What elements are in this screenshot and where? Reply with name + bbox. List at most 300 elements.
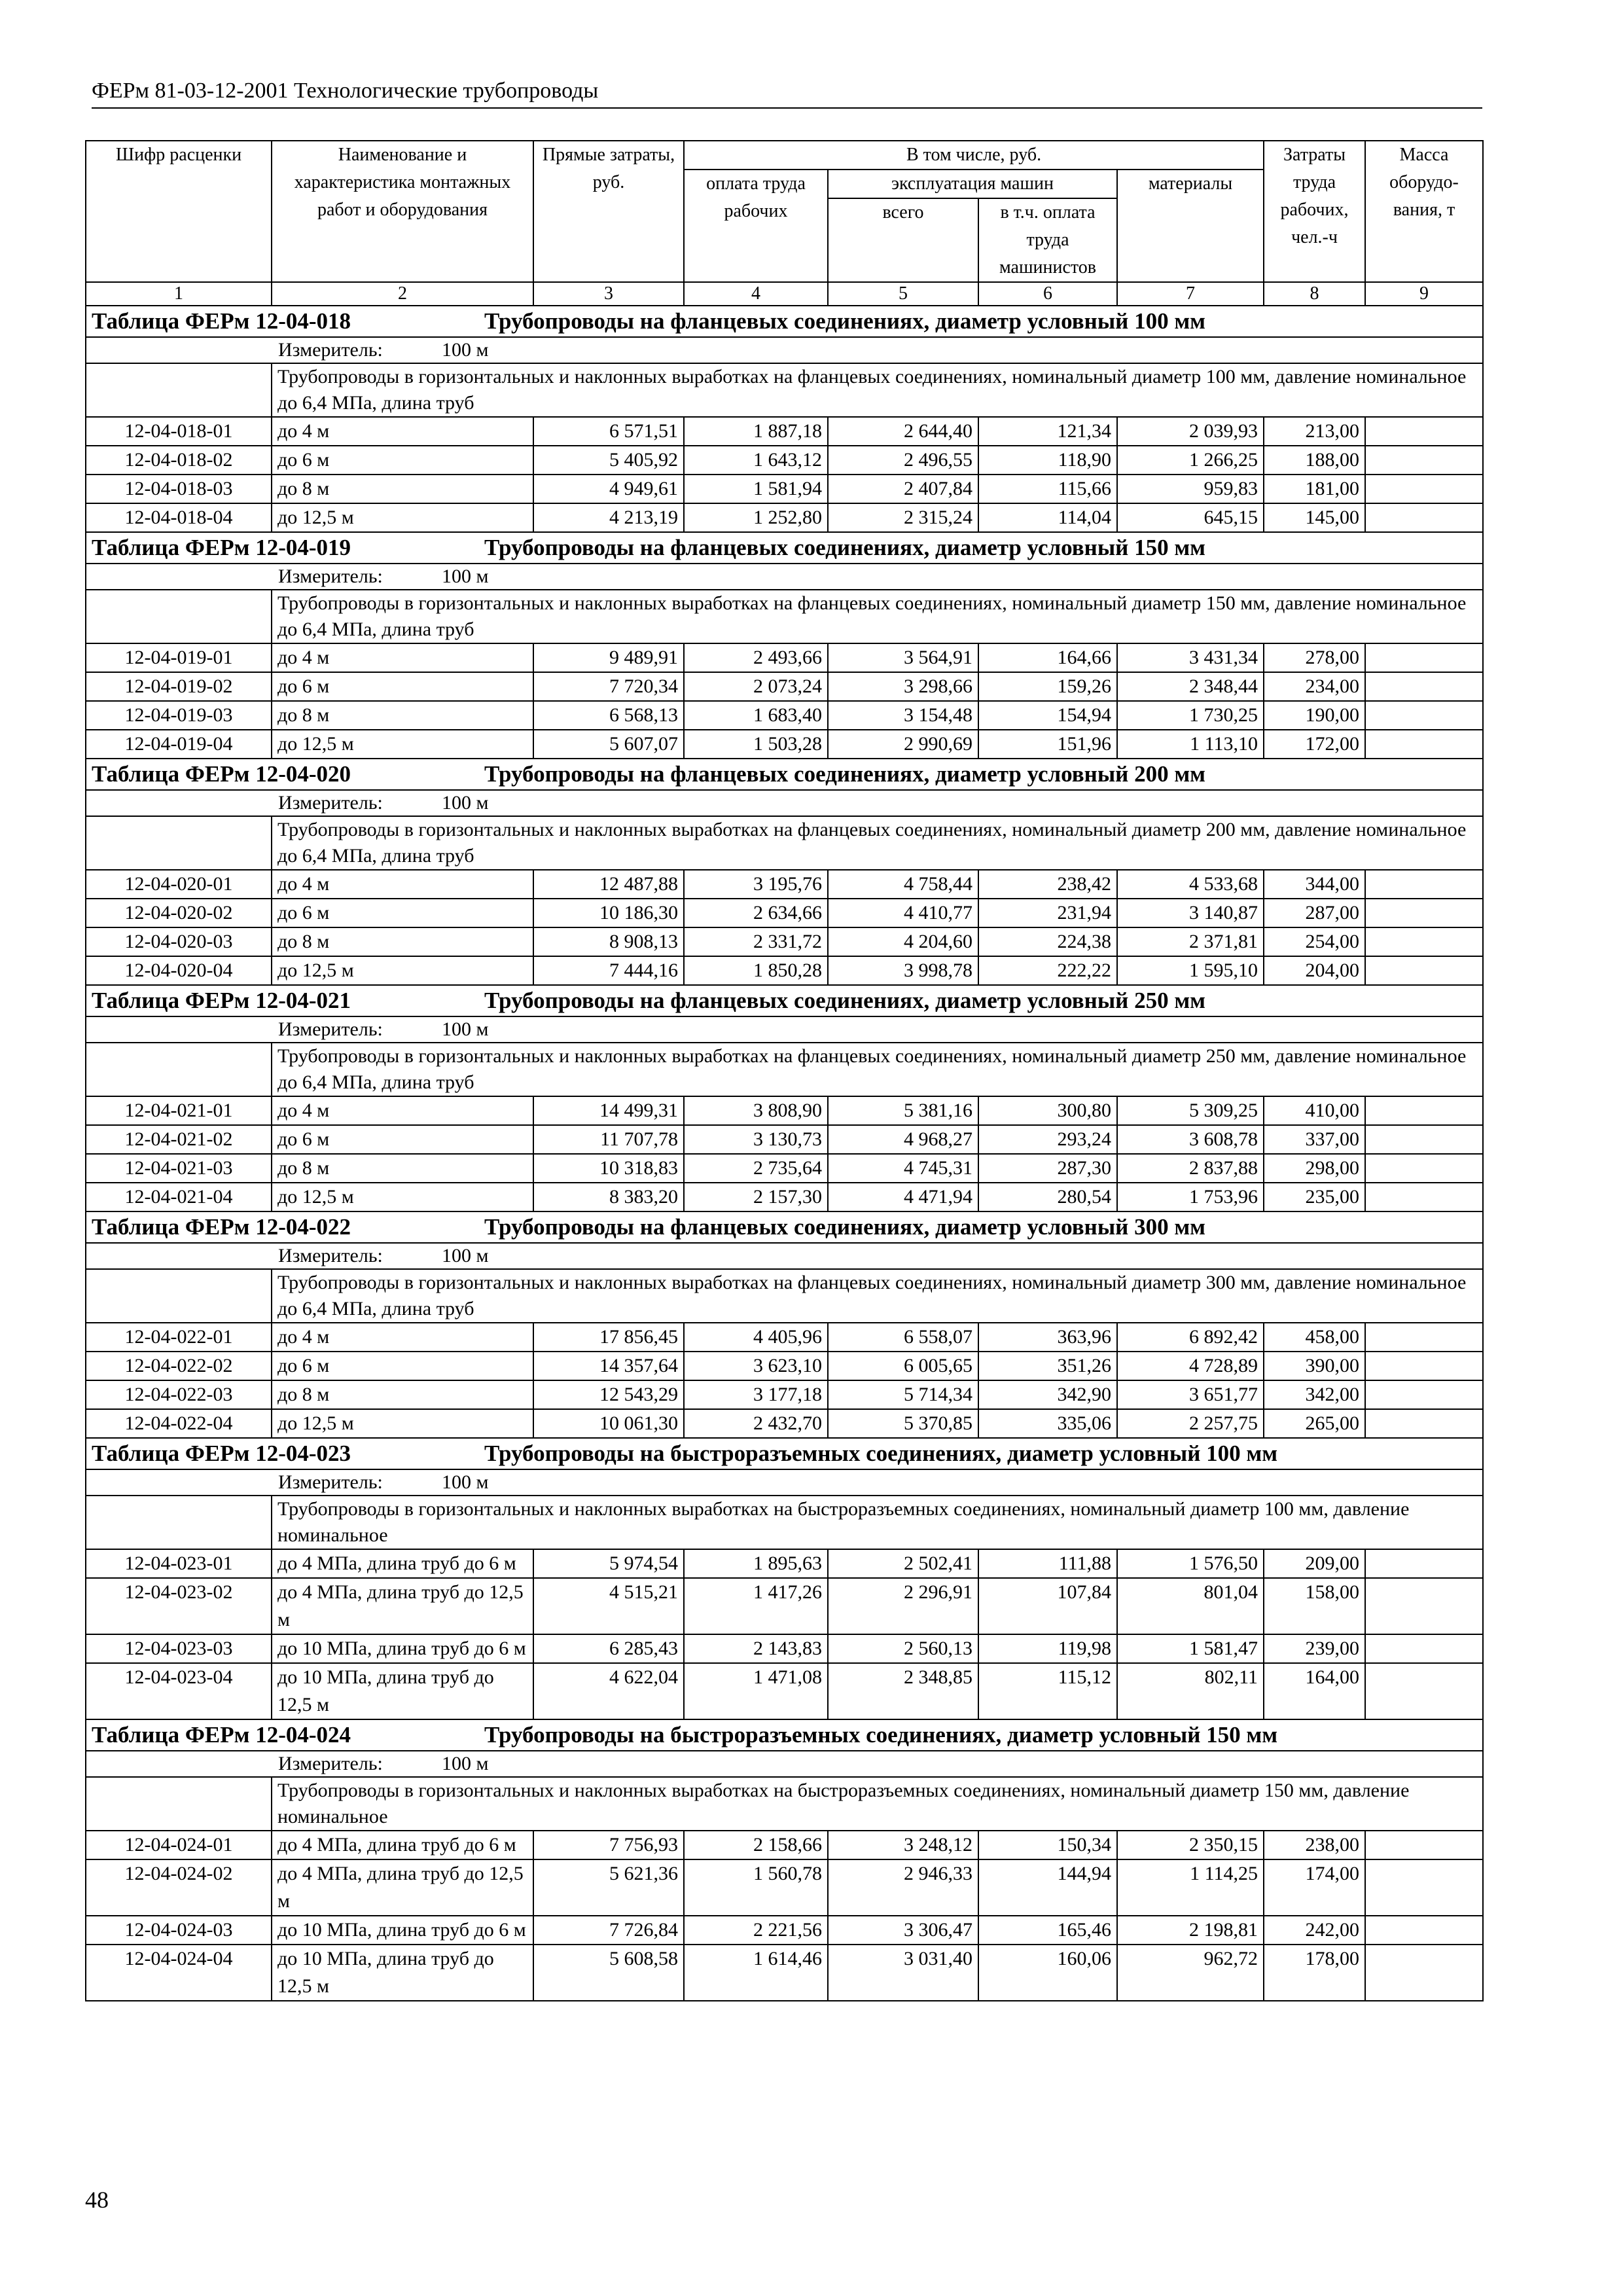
work-name-cell: до 6 м <box>272 1125 533 1154</box>
labor-cost-cell: 188,00 <box>1264 446 1365 475</box>
header-machinists-pay: в т.ч. оплата труда машинистов <box>978 198 1117 282</box>
direct-cost-cell: 10 186,30 <box>533 899 684 927</box>
machinists-pay-cell: 164,66 <box>978 643 1117 672</box>
section-description: Трубопроводы в горизонтальных и наклонных выработках на быстроразъемных соединениях, номинальный диаметр 100 мм, давление номинальное <box>272 1496 1483 1549</box>
column-number: 9 <box>1365 282 1483 306</box>
section-title-row <box>86 1438 1483 1469</box>
machinists-pay-cell: 351,26 <box>978 1352 1117 1380</box>
machinists-pay-cell: 280,54 <box>978 1183 1117 1211</box>
labor-cost-cell: 209,00 <box>1264 1549 1365 1578</box>
section-heading <box>86 1438 1483 1469</box>
machinists-pay-cell: 160,06 <box>978 1945 1117 2001</box>
machines-cell: 2 315,24 <box>828 503 978 532</box>
direct-cost-cell: 4 949,61 <box>533 475 684 503</box>
measurer-label: Измеритель: <box>278 1471 383 1493</box>
work-name-cell: до 12,5 м <box>272 730 533 759</box>
machines-cell: 3 248,12 <box>828 1831 978 1859</box>
labor-cost-cell: 213,00 <box>1264 417 1365 446</box>
labor-cost-cell: 298,00 <box>1264 1154 1365 1183</box>
materials-cell: 1 113,10 <box>1117 730 1264 759</box>
section-title-row <box>86 759 1483 790</box>
table-row <box>86 1409 1483 1438</box>
section-title: Трубопроводы на фланцевых соединениях, диаметр условный 100 мм <box>484 308 1206 334</box>
machinists-pay-cell: 293,24 <box>978 1125 1117 1154</box>
section-title-row <box>86 306 1483 337</box>
labor-pay-cell: 2 432,70 <box>684 1409 828 1438</box>
work-name-cell: до 4 м <box>272 1323 533 1352</box>
machinists-pay-cell: 300,80 <box>978 1096 1117 1125</box>
mass-cell <box>1365 503 1483 532</box>
section-title-row <box>86 1211 1483 1243</box>
measurer-cell <box>86 564 1483 590</box>
materials-cell: 645,15 <box>1117 503 1264 532</box>
direct-cost-cell: 14 499,31 <box>533 1096 684 1125</box>
table-row <box>86 1125 1483 1154</box>
mass-cell <box>1365 1831 1483 1859</box>
measurer-label: Измеритель: <box>278 1245 383 1266</box>
direct-cost-cell: 4 213,19 <box>533 503 684 532</box>
rate-code-cell: 12-04-021-04 <box>86 1183 272 1211</box>
measurer-cell <box>86 1243 1483 1269</box>
materials-cell: 1 576,50 <box>1117 1549 1264 1578</box>
measurer-cell <box>86 1751 1483 1777</box>
labor-cost-cell: 235,00 <box>1264 1183 1365 1211</box>
table-row <box>86 1663 1483 1719</box>
materials-cell: 959,83 <box>1117 475 1264 503</box>
rate-code-cell: 12-04-020-03 <box>86 927 272 956</box>
section-table-id: Таблица ФЕРм 12-04-023 <box>92 1441 351 1466</box>
machinists-pay-cell: 287,30 <box>978 1154 1117 1183</box>
direct-cost-cell: 4 622,04 <box>533 1663 684 1719</box>
work-name-cell: до 6 м <box>272 899 533 927</box>
machinists-pay-cell: 151,96 <box>978 730 1117 759</box>
measurer-cell <box>86 337 1483 363</box>
labor-cost-cell: 190,00 <box>1264 701 1365 730</box>
labor-cost-cell: 390,00 <box>1264 1352 1365 1380</box>
labor-pay-cell: 1 252,80 <box>684 503 828 532</box>
mass-cell <box>1365 446 1483 475</box>
direct-cost-cell: 12 487,88 <box>533 870 684 899</box>
machines-cell: 4 410,77 <box>828 899 978 927</box>
machinists-pay-cell: 144,94 <box>978 1859 1117 1916</box>
mass-cell <box>1365 1380 1483 1409</box>
materials-cell: 2 198,81 <box>1117 1916 1264 1945</box>
work-name-cell: до 10 МПа, длина труб до 12,5 м <box>272 1945 533 2001</box>
rate-code-cell: 12-04-020-04 <box>86 956 272 985</box>
materials-cell: 6 892,42 <box>1117 1323 1264 1352</box>
materials-cell: 2 350,15 <box>1117 1831 1264 1859</box>
machinists-pay-cell: 224,38 <box>978 927 1117 956</box>
labor-pay-cell: 1 614,46 <box>684 1945 828 2001</box>
measurer-row <box>86 1469 1483 1496</box>
measurer-label: Измеритель: <box>278 565 383 587</box>
machines-cell: 3 564,91 <box>828 643 978 672</box>
direct-cost-cell: 8 908,13 <box>533 927 684 956</box>
rate-code-cell: 12-04-022-03 <box>86 1380 272 1409</box>
machinists-pay-cell: 335,06 <box>978 1409 1117 1438</box>
mass-cell <box>1365 1096 1483 1125</box>
table-row <box>86 1380 1483 1409</box>
rate-code-cell: 12-04-020-01 <box>86 870 272 899</box>
labor-cost-cell: 239,00 <box>1264 1634 1365 1663</box>
rate-code-cell: 12-04-022-02 <box>86 1352 272 1380</box>
measurer-row <box>86 337 1483 363</box>
measurer-value: 100 м <box>442 339 489 361</box>
empty-cell <box>86 590 272 643</box>
labor-cost-cell: 278,00 <box>1264 643 1365 672</box>
direct-cost-cell: 7 726,84 <box>533 1916 684 1945</box>
direct-cost-cell: 6 571,51 <box>533 417 684 446</box>
direct-cost-cell: 5 405,92 <box>533 446 684 475</box>
header-materials: материалы <box>1117 170 1264 282</box>
table-row <box>86 870 1483 899</box>
table-row <box>86 643 1483 672</box>
machines-cell: 3 298,66 <box>828 672 978 701</box>
work-name-cell: до 4 м <box>272 870 533 899</box>
labor-pay-cell: 1 887,18 <box>684 417 828 446</box>
empty-cell <box>86 816 272 870</box>
machines-cell: 2 496,55 <box>828 446 978 475</box>
mass-cell <box>1365 475 1483 503</box>
work-name-cell: до 12,5 м <box>272 956 533 985</box>
labor-cost-cell: 164,00 <box>1264 1663 1365 1719</box>
header-code: Шифр расценки <box>86 141 272 282</box>
mass-cell <box>1365 1352 1483 1380</box>
machines-cell: 2 502,41 <box>828 1549 978 1578</box>
materials-cell: 5 309,25 <box>1117 1096 1264 1125</box>
direct-cost-cell: 5 974,54 <box>533 1549 684 1578</box>
materials-cell: 2 837,88 <box>1117 1154 1264 1183</box>
labor-cost-cell: 265,00 <box>1264 1409 1365 1438</box>
page-number: 48 <box>85 2187 109 2213</box>
table-row <box>86 1154 1483 1183</box>
machines-cell: 5 370,85 <box>828 1409 978 1438</box>
table-row <box>86 701 1483 730</box>
machinists-pay-cell: 107,84 <box>978 1578 1117 1634</box>
machines-cell: 2 990,69 <box>828 730 978 759</box>
labor-pay-cell: 3 177,18 <box>684 1380 828 1409</box>
rate-code-cell: 12-04-022-04 <box>86 1409 272 1438</box>
labor-pay-cell: 1 643,12 <box>684 446 828 475</box>
mass-cell <box>1365 899 1483 927</box>
machinists-pay-cell: 154,94 <box>978 701 1117 730</box>
table-row <box>86 1096 1483 1125</box>
mass-cell <box>1365 1549 1483 1578</box>
mass-cell <box>1365 1323 1483 1352</box>
measurer-cell <box>86 790 1483 816</box>
table-row <box>86 1916 1483 1945</box>
work-name-cell: до 12,5 м <box>272 1183 533 1211</box>
column-number: 6 <box>978 282 1117 306</box>
column-number-row <box>86 282 1483 306</box>
materials-cell: 3 608,78 <box>1117 1125 1264 1154</box>
direct-cost-cell: 6 285,43 <box>533 1634 684 1663</box>
rate-code-cell: 12-04-018-01 <box>86 417 272 446</box>
measurer-row <box>86 1016 1483 1043</box>
mass-cell <box>1365 1859 1483 1916</box>
rate-code-cell: 12-04-019-02 <box>86 672 272 701</box>
measurer-label: Измеритель: <box>278 1018 383 1040</box>
section-table-id: Таблица ФЕРм 12-04-019 <box>92 535 351 560</box>
table-row <box>86 899 1483 927</box>
machines-cell: 4 758,44 <box>828 870 978 899</box>
mass-cell <box>1365 672 1483 701</box>
labor-cost-cell: 234,00 <box>1264 672 1365 701</box>
direct-cost-cell: 7 756,93 <box>533 1831 684 1859</box>
machines-cell: 3 031,40 <box>828 1945 978 2001</box>
direct-cost-cell: 6 568,13 <box>533 701 684 730</box>
labor-pay-cell: 2 634,66 <box>684 899 828 927</box>
direct-cost-cell: 7 720,34 <box>533 672 684 701</box>
labor-cost-cell: 337,00 <box>1264 1125 1365 1154</box>
labor-cost-cell: 172,00 <box>1264 730 1365 759</box>
materials-cell: 4 728,89 <box>1117 1352 1264 1380</box>
rates-table <box>85 140 1484 2001</box>
rate-code-cell: 12-04-019-01 <box>86 643 272 672</box>
measurer-value: 100 м <box>442 1753 489 1774</box>
materials-cell: 1 753,96 <box>1117 1183 1264 1211</box>
work-name-cell: до 8 м <box>272 1380 533 1409</box>
direct-cost-cell: 14 357,64 <box>533 1352 684 1380</box>
mass-cell <box>1365 1916 1483 1945</box>
mass-cell <box>1365 1154 1483 1183</box>
measurer-value: 100 м <box>442 1018 489 1040</box>
machines-cell: 5 714,34 <box>828 1380 978 1409</box>
labor-pay-cell: 2 493,66 <box>684 643 828 672</box>
work-name-cell: до 4 м <box>272 643 533 672</box>
labor-pay-cell: 1 850,28 <box>684 956 828 985</box>
section-description: Трубопроводы в горизонтальных и наклонных выработках на фланцевых соединениях, номинальный диаметр 100 мм, давление номинальное до 6,4 МПа, длина труб <box>272 363 1483 417</box>
machines-cell: 4 204,60 <box>828 927 978 956</box>
rate-code-cell: 12-04-023-02 <box>86 1578 272 1634</box>
labor-pay-cell: 2 158,66 <box>684 1831 828 1859</box>
labor-cost-cell: 287,00 <box>1264 899 1365 927</box>
rate-code-cell: 12-04-024-03 <box>86 1916 272 1945</box>
column-number: 7 <box>1117 282 1264 306</box>
labor-cost-cell: 158,00 <box>1264 1578 1365 1634</box>
section-title: Трубопроводы на фланцевых соединениях, диаметр условный 150 мм <box>484 535 1206 560</box>
work-name-cell: до 8 м <box>272 475 533 503</box>
section-description: Трубопроводы в горизонтальных и наклонных выработках на фланцевых соединениях, номинальный диаметр 150 мм, давление номинальное до 6,4 МПа, длина труб <box>272 590 1483 643</box>
machinists-pay-cell: 115,12 <box>978 1663 1117 1719</box>
labor-pay-cell: 1 503,28 <box>684 730 828 759</box>
machinists-pay-cell: 118,90 <box>978 446 1117 475</box>
table-row <box>86 927 1483 956</box>
machines-cell: 2 348,85 <box>828 1663 978 1719</box>
empty-cell <box>86 1777 272 1831</box>
work-name-cell: до 6 м <box>272 672 533 701</box>
machinists-pay-cell: 222,22 <box>978 956 1117 985</box>
materials-cell: 802,11 <box>1117 1663 1264 1719</box>
rate-code-cell: 12-04-024-02 <box>86 1859 272 1916</box>
measurer-label: Измеритель: <box>278 1753 383 1774</box>
table-row <box>86 417 1483 446</box>
labor-pay-cell: 3 623,10 <box>684 1352 828 1380</box>
machines-cell: 4 471,94 <box>828 1183 978 1211</box>
materials-cell: 2 257,75 <box>1117 1409 1264 1438</box>
work-name-cell: до 10 МПа, длина труб до 6 м <box>272 1916 533 1945</box>
mass-cell <box>1365 1634 1483 1663</box>
description-row <box>86 1496 1483 1549</box>
measurer-label: Измеритель: <box>278 792 383 814</box>
machinists-pay-cell: 111,88 <box>978 1549 1117 1578</box>
measurer-row <box>86 1243 1483 1269</box>
section-title: Трубопроводы на быстроразъемных соединениях, диаметр условный 150 мм <box>484 1722 1278 1748</box>
direct-cost-cell: 5 608,58 <box>533 1945 684 2001</box>
empty-cell <box>86 1269 272 1323</box>
labor-pay-cell: 2 331,72 <box>684 927 828 956</box>
mass-cell <box>1365 927 1483 956</box>
work-name-cell: до 4 МПа, длина труб до 12,5 м <box>272 1859 533 1916</box>
machines-cell: 3 998,78 <box>828 956 978 985</box>
header-direct: Прямые затраты, руб. <box>533 141 684 282</box>
machines-cell: 6 558,07 <box>828 1323 978 1352</box>
machinists-pay-cell: 165,46 <box>978 1916 1117 1945</box>
work-name-cell: до 6 м <box>272 1352 533 1380</box>
mass-cell <box>1365 1663 1483 1719</box>
work-name-cell: до 4 м <box>272 417 533 446</box>
section-description: Трубопроводы в горизонтальных и наклонных выработках на фланцевых соединениях, номинальный диаметр 200 мм, давление номинальное до 6,4 МПа, длина труб <box>272 816 1483 870</box>
machinists-pay-cell: 114,04 <box>978 503 1117 532</box>
description-row <box>86 816 1483 870</box>
labor-cost-cell: 145,00 <box>1264 503 1365 532</box>
machines-cell: 2 644,40 <box>828 417 978 446</box>
work-name-cell: до 4 м <box>272 1096 533 1125</box>
materials-cell: 1 581,47 <box>1117 1634 1264 1663</box>
labor-cost-cell: 410,00 <box>1264 1096 1365 1125</box>
table-row <box>86 446 1483 475</box>
machinists-pay-cell: 231,94 <box>978 899 1117 927</box>
table-row <box>86 956 1483 985</box>
section-description: Трубопроводы в горизонтальных и наклонных выработках на быстроразъемных соединениях, номинальный диаметр 150 мм, давление номинальное <box>272 1777 1483 1831</box>
measurer-label: Измеритель: <box>278 339 383 361</box>
description-row <box>86 590 1483 643</box>
materials-cell: 962,72 <box>1117 1945 1264 2001</box>
rate-code-cell: 12-04-021-03 <box>86 1154 272 1183</box>
labor-pay-cell: 1 560,78 <box>684 1859 828 1916</box>
mass-cell <box>1365 1409 1483 1438</box>
table-row <box>86 1352 1483 1380</box>
machines-cell: 2 560,13 <box>828 1634 978 1663</box>
section-title: Трубопроводы на фланцевых соединениях, диаметр условный 300 мм <box>484 1214 1206 1240</box>
header-machines-group: эксплуатация машин <box>828 170 1117 198</box>
materials-cell: 2 348,44 <box>1117 672 1264 701</box>
section-description: Трубопроводы в горизонтальных и наклонных выработках на фланцевых соединениях, номинальный диаметр 300 мм, давление номинальное до 6,4 МПа, длина труб <box>272 1269 1483 1323</box>
machines-cell: 4 745,31 <box>828 1154 978 1183</box>
section-title: Трубопроводы на фланцевых соединениях, диаметр условный 250 мм <box>484 988 1206 1013</box>
work-name-cell: до 8 м <box>272 701 533 730</box>
labor-pay-cell: 2 157,30 <box>684 1183 828 1211</box>
machines-cell: 4 968,27 <box>828 1125 978 1154</box>
mass-cell <box>1365 870 1483 899</box>
measurer-value: 100 м <box>442 792 489 814</box>
work-name-cell: до 10 МПа, длина труб до 12,5 м <box>272 1663 533 1719</box>
machines-cell: 3 306,47 <box>828 1916 978 1945</box>
direct-cost-cell: 10 061,30 <box>533 1409 684 1438</box>
section-table-id: Таблица ФЕРм 12-04-021 <box>92 988 351 1013</box>
mass-cell <box>1365 417 1483 446</box>
labor-cost-cell: 181,00 <box>1264 475 1365 503</box>
section-title-row <box>86 985 1483 1016</box>
machines-cell: 2 946,33 <box>828 1859 978 1916</box>
measurer-value: 100 м <box>442 1245 489 1266</box>
direct-cost-cell: 17 856,45 <box>533 1323 684 1352</box>
labor-cost-cell: 254,00 <box>1264 927 1365 956</box>
section-table-id: Таблица ФЕРм 12-04-024 <box>92 1722 351 1748</box>
column-number: 1 <box>86 282 272 306</box>
machines-cell: 2 296,91 <box>828 1578 978 1634</box>
work-name-cell: до 12,5 м <box>272 503 533 532</box>
labor-cost-cell: 342,00 <box>1264 1380 1365 1409</box>
labor-pay-cell: 3 130,73 <box>684 1125 828 1154</box>
column-number: 3 <box>533 282 684 306</box>
rate-code-cell: 12-04-018-03 <box>86 475 272 503</box>
measurer-value: 100 м <box>442 565 489 587</box>
labor-cost-cell: 174,00 <box>1264 1859 1365 1916</box>
labor-pay-cell: 4 405,96 <box>684 1323 828 1352</box>
direct-cost-cell: 12 543,29 <box>533 1380 684 1409</box>
work-name-cell: до 12,5 м <box>272 1409 533 1438</box>
mass-cell <box>1365 730 1483 759</box>
labor-pay-cell: 2 735,64 <box>684 1154 828 1183</box>
machinists-pay-cell: 159,26 <box>978 672 1117 701</box>
machinists-pay-cell: 121,34 <box>978 417 1117 446</box>
mass-cell <box>1365 643 1483 672</box>
measurer-row <box>86 790 1483 816</box>
column-number: 5 <box>828 282 978 306</box>
description-row <box>86 363 1483 417</box>
page-header <box>92 79 1482 109</box>
machines-cell: 3 154,48 <box>828 701 978 730</box>
labor-cost-cell: 238,00 <box>1264 1831 1365 1859</box>
header-machines-total: всего <box>828 198 978 282</box>
work-name-cell: до 10 МПа, длина труб до 6 м <box>272 1634 533 1663</box>
labor-pay-cell: 1 683,40 <box>684 701 828 730</box>
machinists-pay-cell: 115,66 <box>978 475 1117 503</box>
rate-code-cell: 12-04-018-04 <box>86 503 272 532</box>
mass-cell <box>1365 1125 1483 1154</box>
mass-cell <box>1365 1183 1483 1211</box>
work-name-cell: до 6 м <box>272 446 533 475</box>
labor-pay-cell: 2 073,24 <box>684 672 828 701</box>
materials-cell: 2 039,93 <box>1117 417 1264 446</box>
machines-cell: 6 005,65 <box>828 1352 978 1380</box>
header-labor-pay: оплата труда рабочих <box>684 170 828 282</box>
table-row <box>86 1859 1483 1916</box>
rate-code-cell: 12-04-020-02 <box>86 899 272 927</box>
section-heading <box>86 532 1483 564</box>
mass-cell <box>1365 1578 1483 1634</box>
direct-cost-cell: 10 318,83 <box>533 1154 684 1183</box>
materials-cell: 3 140,87 <box>1117 899 1264 927</box>
labor-pay-cell: 1 471,08 <box>684 1663 828 1719</box>
direct-cost-cell: 7 444,16 <box>533 956 684 985</box>
rate-code-cell: 12-04-023-03 <box>86 1634 272 1663</box>
machines-cell: 5 381,16 <box>828 1096 978 1125</box>
empty-cell <box>86 1496 272 1549</box>
labor-pay-cell: 3 195,76 <box>684 870 828 899</box>
labor-cost-cell: 344,00 <box>1264 870 1365 899</box>
machinists-pay-cell: 119,98 <box>978 1634 1117 1663</box>
labor-pay-cell: 3 808,90 <box>684 1096 828 1125</box>
table-row <box>86 1183 1483 1211</box>
labor-pay-cell: 1 581,94 <box>684 475 828 503</box>
section-heading <box>86 759 1483 790</box>
header-mass: Масса оборудо-вания, т <box>1365 141 1483 282</box>
machinists-pay-cell: 342,90 <box>978 1380 1117 1409</box>
materials-cell: 1 730,25 <box>1117 701 1264 730</box>
empty-cell <box>86 363 272 417</box>
